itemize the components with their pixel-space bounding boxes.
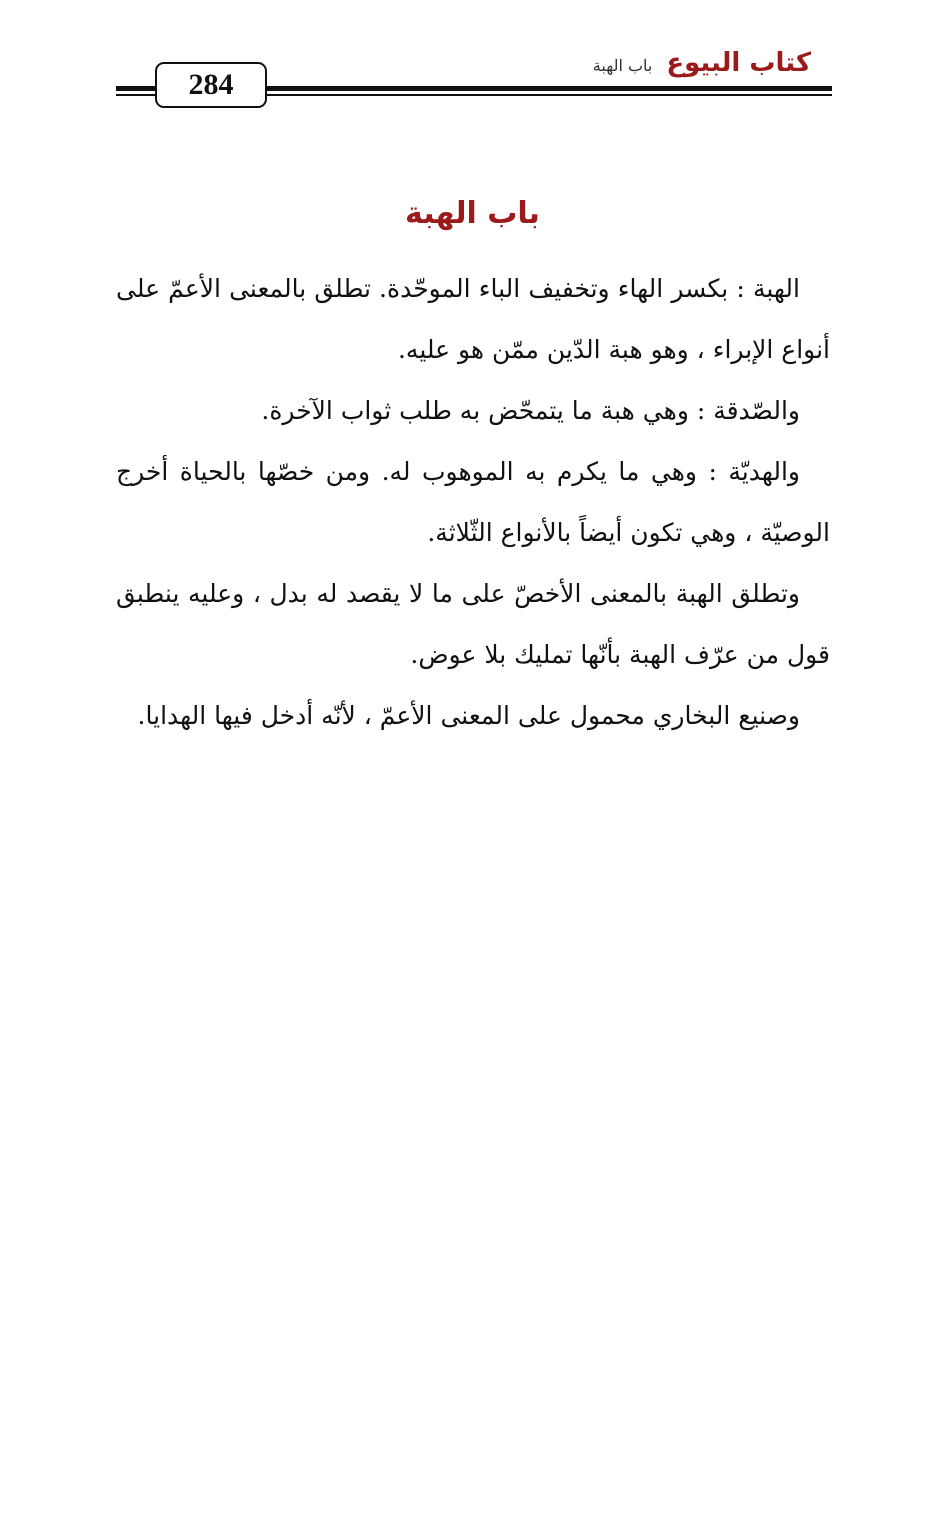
page-number: 284 xyxy=(155,62,267,108)
running-head xyxy=(593,50,811,76)
paragraph: والهديّة : وهي ما يكرم به الموهوب له. ومن خصّها بالحياة أخرج الوصيّة ، وهي تكون أيضاً بالأنواع الثّلاثة. xyxy=(116,457,830,547)
chapter-name: باب الهبة xyxy=(592,56,653,75)
body-text xyxy=(116,258,830,746)
page-header xyxy=(0,0,945,120)
section-title: باب الهبة xyxy=(405,196,540,231)
paragraph: وصنيع البخاري محمول على المعنى الأعمّ ، لأنّه أدخل فيها الهدايا. xyxy=(137,701,800,730)
paragraph: والصّدقة : وهي هبة ما يتمحّض به طلب ثواب الآخرة. xyxy=(261,396,800,425)
paragraph: وتطلق الهبة بالمعنى الأخصّ على ما لا يقصد له بدل ، وعليه ينطبق قول من عرّف الهبة بأنّها تمليك بلا عوض. xyxy=(116,579,830,669)
book-title: كتاب البيوع xyxy=(666,48,811,78)
paragraph: الهبة : بكسر الهاء وتخفيف الباء الموحّدة. تطلق بالمعنى الأعمّ على أنواع الإبراء ، وهو هبة الدّين ممّن هو عليه. xyxy=(116,274,830,364)
